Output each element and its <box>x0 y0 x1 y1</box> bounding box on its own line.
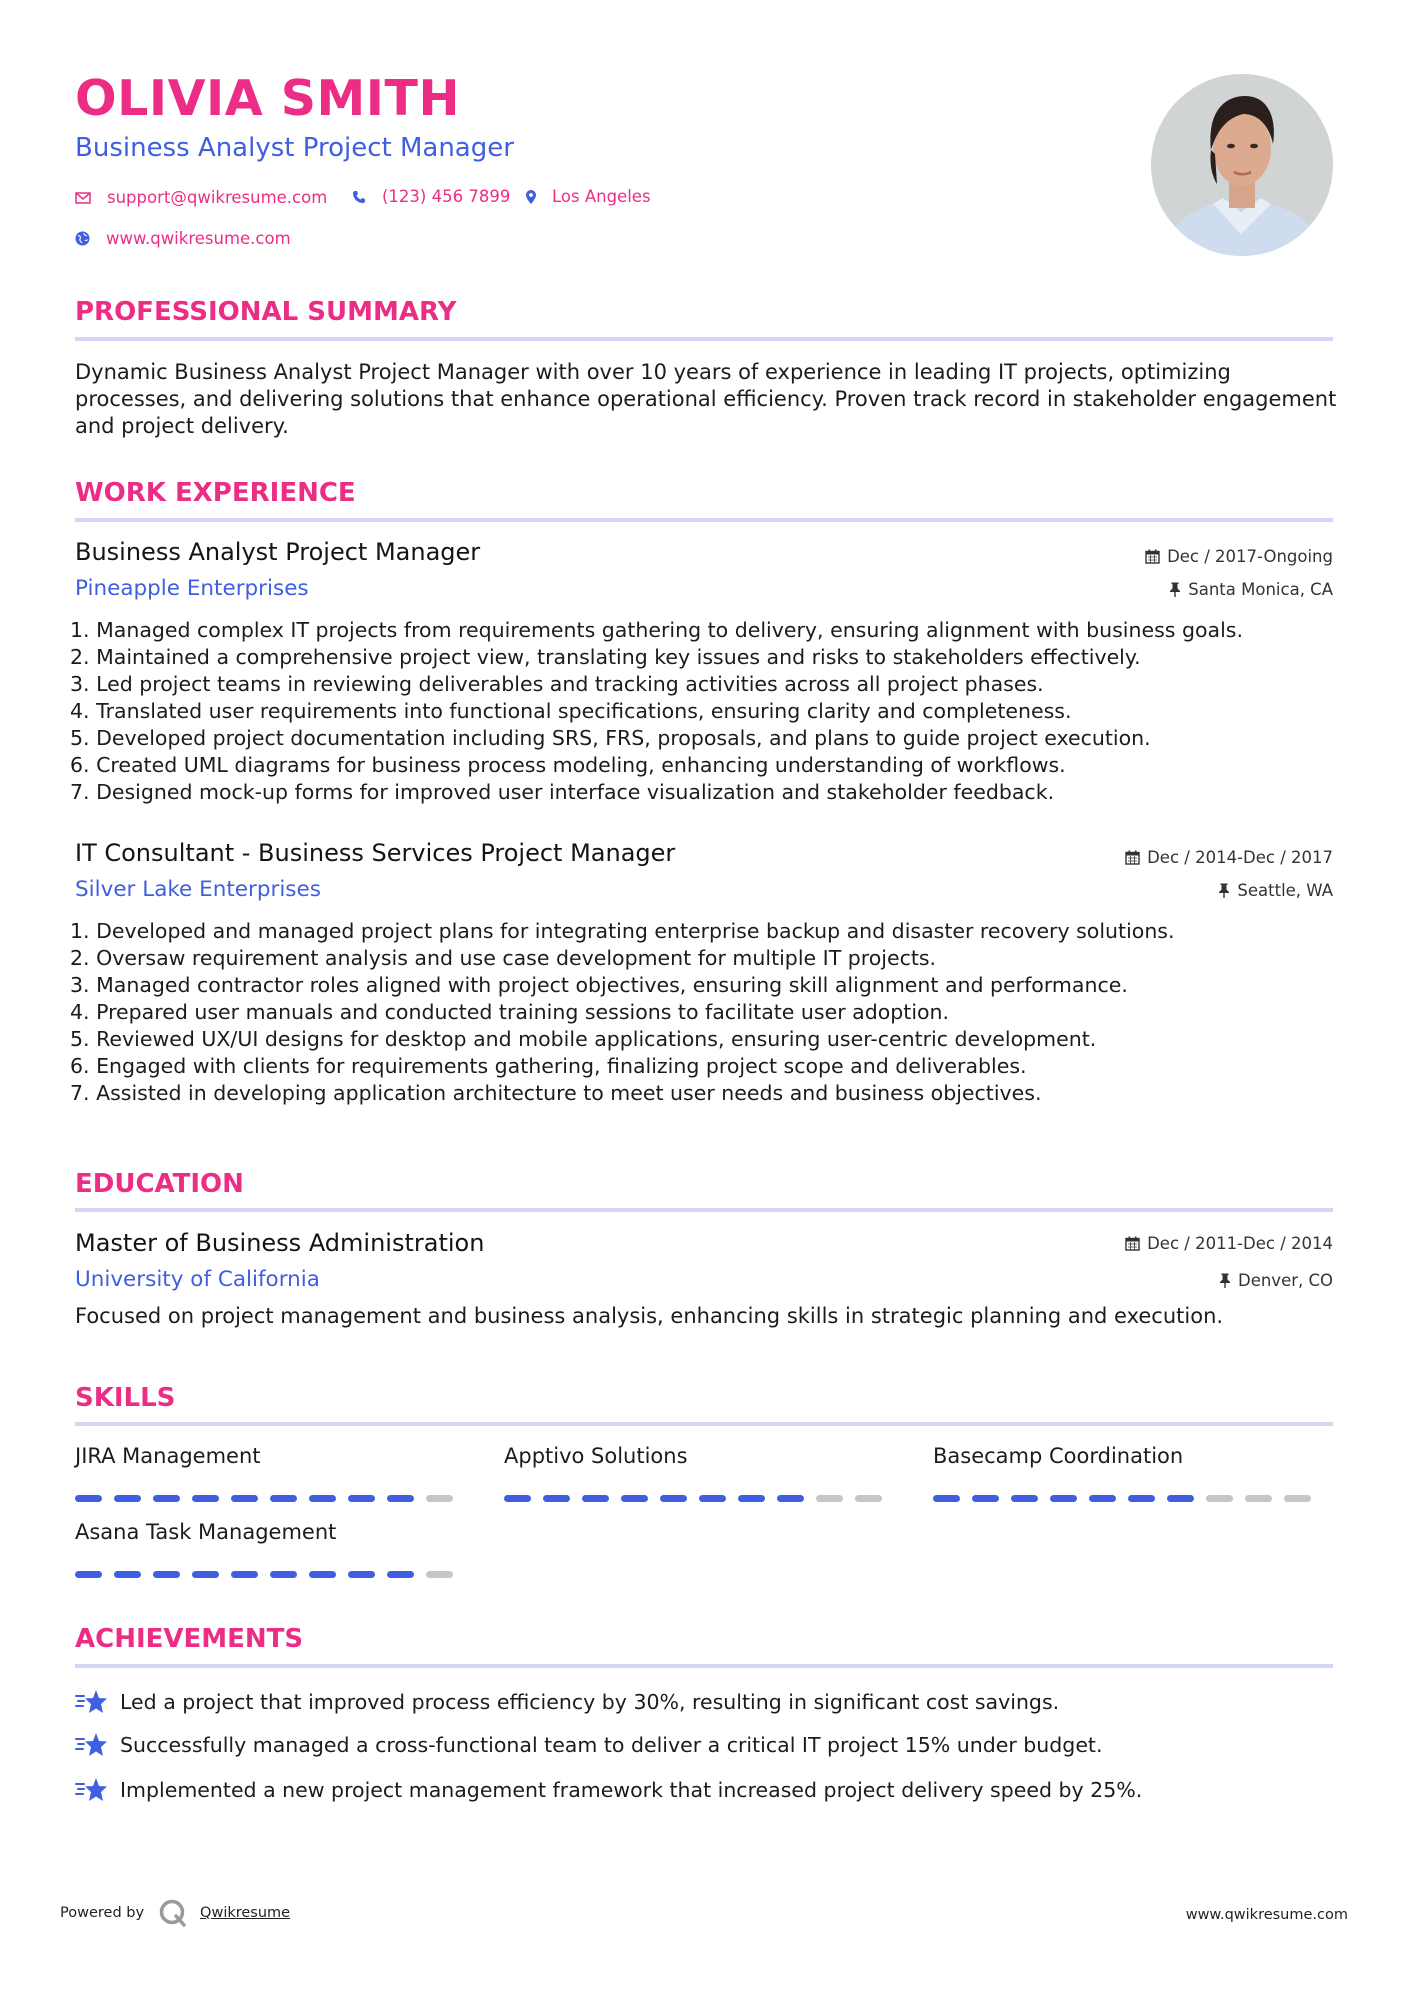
skill-rating <box>75 1571 465 1578</box>
list-item: 7. Assisted in developing application architecture to meet user needs and business objectives. <box>70 1081 1042 1105</box>
section-divider <box>75 1664 1333 1668</box>
list-item: 6. Created UML diagrams for business process modeling, enhancing understanding of workflows. <box>70 753 1066 777</box>
skill-dot-filled <box>660 1495 687 1502</box>
list-item: 1. Developed and managed project plans for integrating enterprise backup and disaster recovery solutions. <box>70 919 1175 943</box>
skill-dot-filled <box>543 1495 570 1502</box>
skill-name: Basecamp Coordination <box>933 1444 1184 1468</box>
skill-dot-filled <box>699 1495 726 1502</box>
brand-link[interactable]: Qwikresume <box>200 1905 291 1921</box>
job-location <box>1218 881 1333 900</box>
job-title: Business Analyst Project Manager <box>75 538 481 566</box>
achievement-item <box>75 1689 1059 1715</box>
job-title: IT Consultant - Business Services Project Manager <box>75 839 676 867</box>
pushpin-icon <box>1219 1273 1231 1288</box>
achievement-text: Successfully managed a cross-functional team to deliver a critical IT project 15% under budget. <box>120 1733 1103 1757</box>
skill-dot-filled <box>153 1495 180 1502</box>
candidate-name: OLIVIA SMITH <box>75 70 460 127</box>
skill-dot-filled <box>114 1495 141 1502</box>
skill-dot-filled <box>75 1571 102 1578</box>
skill-dot-filled <box>738 1495 765 1502</box>
skill-dot-filled <box>153 1571 180 1578</box>
summary-text: Dynamic Business Analyst Project Manager with over 10 years of experience in leading IT projects, optimizing processes, and delivering solutions that enhance operational efficiency. Proven track record in stakeholder engagement and project delivery. <box>75 360 1337 438</box>
skill-rating <box>933 1495 1323 1502</box>
education-description: Focused on project management and business analysis, enhancing skills in strategic planning and execution. <box>75 1304 1224 1328</box>
job-location <box>1169 580 1333 599</box>
skill-dot-empty <box>1284 1495 1311 1502</box>
contact-email[interactable] <box>75 188 327 207</box>
contact-website[interactable] <box>75 229 291 248</box>
skill-name: Asana Task Management <box>75 1520 337 1544</box>
skill-dot-filled <box>192 1495 219 1502</box>
email-text: support@qwikresume.com <box>107 188 328 207</box>
skill-dot-filled <box>192 1571 219 1578</box>
list-item: 5. Developed project documentation including SRS, FRS, proposals, and plans to guide project execution. <box>70 726 1151 750</box>
company-name: Pineapple Enterprises <box>75 576 309 601</box>
education-dates-text: Dec / 2011-Dec / 2014 <box>1147 1234 1333 1253</box>
skill-dot-filled <box>270 1495 297 1502</box>
education-dates <box>1125 1234 1333 1253</box>
list-item: 1. Managed complex IT projects from requirements gathering to delivery, ensuring alignment with business goals. <box>70 618 1243 642</box>
qwikresume-logo-icon <box>158 1898 188 1928</box>
section-title-achievements: ACHIEVEMENTS <box>75 1624 304 1654</box>
achievement-item <box>75 1777 1142 1803</box>
list-item: 6. Engaged with clients for requirements gathering, finalizing project scope and deliverables. <box>70 1054 1027 1078</box>
skill-dot-filled <box>777 1495 804 1502</box>
list-item: 3. Managed contractor roles aligned with project objectives, ensuring skill alignment and performance. <box>70 973 1128 997</box>
achievement-item <box>75 1732 1103 1758</box>
section-divider <box>75 518 1333 522</box>
skill-dot-filled <box>309 1495 336 1502</box>
website-text: www.qwikresume.com <box>106 229 291 248</box>
job-dates-text: Dec / 2017-Ongoing <box>1167 547 1333 566</box>
powered-by-label: Powered by <box>60 1905 145 1921</box>
section-title-education: EDUCATION <box>75 1169 244 1199</box>
job-location-text: Santa Monica, CA <box>1188 580 1333 599</box>
education-location-text: Denver, CO <box>1237 1271 1333 1290</box>
skill-dot-empty <box>1245 1495 1272 1502</box>
degree-title: Master of Business Administration <box>75 1229 485 1257</box>
skill-dot-empty <box>855 1495 882 1502</box>
contact-phone[interactable] <box>352 187 510 206</box>
star-icon <box>75 1732 108 1758</box>
company-name: Silver Lake Enterprises <box>75 877 321 902</box>
skill-dot-filled <box>1128 1495 1155 1502</box>
skill-dot-empty <box>1206 1495 1233 1502</box>
footer-powered-by <box>60 1898 290 1928</box>
phone-text: (123) 456 7899 <box>382 187 511 206</box>
pushpin-icon <box>1169 582 1181 597</box>
education-location <box>1219 1271 1333 1290</box>
star-icon <box>75 1777 108 1803</box>
skill-dot-filled <box>114 1571 141 1578</box>
job-bullets <box>70 617 1243 806</box>
location-pin-icon <box>526 190 536 204</box>
contact-location <box>526 187 651 206</box>
location-text: Los Angeles <box>552 187 651 206</box>
skill-dot-filled <box>504 1495 531 1502</box>
globe-icon <box>75 231 90 246</box>
skill-dot-filled <box>231 1571 258 1578</box>
skill-dot-filled <box>309 1571 336 1578</box>
skill-rating <box>75 1495 465 1502</box>
section-title-summary: PROFESSIONAL SUMMARY <box>75 297 457 327</box>
skill-name: Apptivo Solutions <box>504 1444 688 1468</box>
achievement-text: Implemented a new project management framework that increased project delivery speed by 25%. <box>120 1778 1143 1802</box>
list-item: 5. Reviewed UX/UI designs for desktop and mobile applications, ensuring user-centric development. <box>70 1027 1097 1051</box>
skill-dot-filled <box>621 1495 648 1502</box>
list-item: 2. Maintained a comprehensive project view, translating key issues and risks to stakeholders effectively. <box>70 645 1141 669</box>
email-icon <box>75 192 91 204</box>
skill-dot-filled <box>933 1495 960 1502</box>
calendar-icon <box>1145 549 1160 564</box>
achievement-text: Led a project that improved process efficiency by 30%, resulting in significant cost savings. <box>120 1690 1060 1714</box>
skill-dot-filled <box>387 1495 414 1502</box>
skill-dot-empty <box>426 1571 453 1578</box>
footer-url[interactable]: www.qwikresume.com <box>1185 1907 1348 1923</box>
skill-dot-empty <box>816 1495 843 1502</box>
profile-photo <box>1151 74 1333 256</box>
job-dates <box>1125 848 1333 867</box>
calendar-icon <box>1125 1236 1140 1251</box>
list-item: 4. Prepared user manuals and conducted training sessions to facilitate user adoption. <box>70 1000 950 1024</box>
school-name: University of California <box>75 1267 320 1292</box>
section-divider <box>75 1208 1333 1212</box>
list-item: 3. Led project teams in reviewing deliverables and tracking activities across all project phases. <box>70 672 1044 696</box>
job-bullets <box>70 918 1175 1107</box>
skill-dot-filled <box>231 1495 258 1502</box>
skill-dot-filled <box>270 1571 297 1578</box>
skill-dot-filled <box>582 1495 609 1502</box>
skill-name: JIRA Management <box>75 1444 261 1468</box>
job-dates-text: Dec / 2014-Dec / 2017 <box>1147 848 1333 867</box>
skill-rating <box>504 1495 894 1502</box>
candidate-role: Business Analyst Project Manager <box>75 133 514 163</box>
section-divider <box>75 1422 1333 1426</box>
skill-dot-filled <box>348 1571 375 1578</box>
skill-dot-filled <box>1089 1495 1116 1502</box>
skill-dot-filled <box>387 1571 414 1578</box>
skill-dot-filled <box>75 1495 102 1502</box>
skill-dot-filled <box>348 1495 375 1502</box>
skill-dot-filled <box>1050 1495 1077 1502</box>
list-item: 2. Oversaw requirement analysis and use case development for multiple IT projects. <box>70 946 937 970</box>
list-item: 4. Translated user requirements into functional specifications, ensuring clarity and completeness. <box>70 699 1072 723</box>
section-divider <box>75 337 1333 341</box>
skill-dot-filled <box>1011 1495 1038 1502</box>
skill-dot-filled <box>1167 1495 1194 1502</box>
phone-icon <box>352 190 366 204</box>
calendar-icon <box>1125 850 1140 865</box>
job-location-text: Seattle, WA <box>1237 881 1333 900</box>
list-item: 7. Designed mock-up forms for improved user interface visualization and stakeholder feedback. <box>70 780 1055 804</box>
skill-dot-empty <box>426 1495 453 1502</box>
skill-dot-filled <box>972 1495 999 1502</box>
star-icon <box>75 1689 108 1715</box>
job-dates <box>1145 547 1333 566</box>
pushpin-icon <box>1218 883 1230 898</box>
section-title-skills: SKILLS <box>75 1383 176 1413</box>
section-title-work: WORK EXPERIENCE <box>75 478 356 508</box>
